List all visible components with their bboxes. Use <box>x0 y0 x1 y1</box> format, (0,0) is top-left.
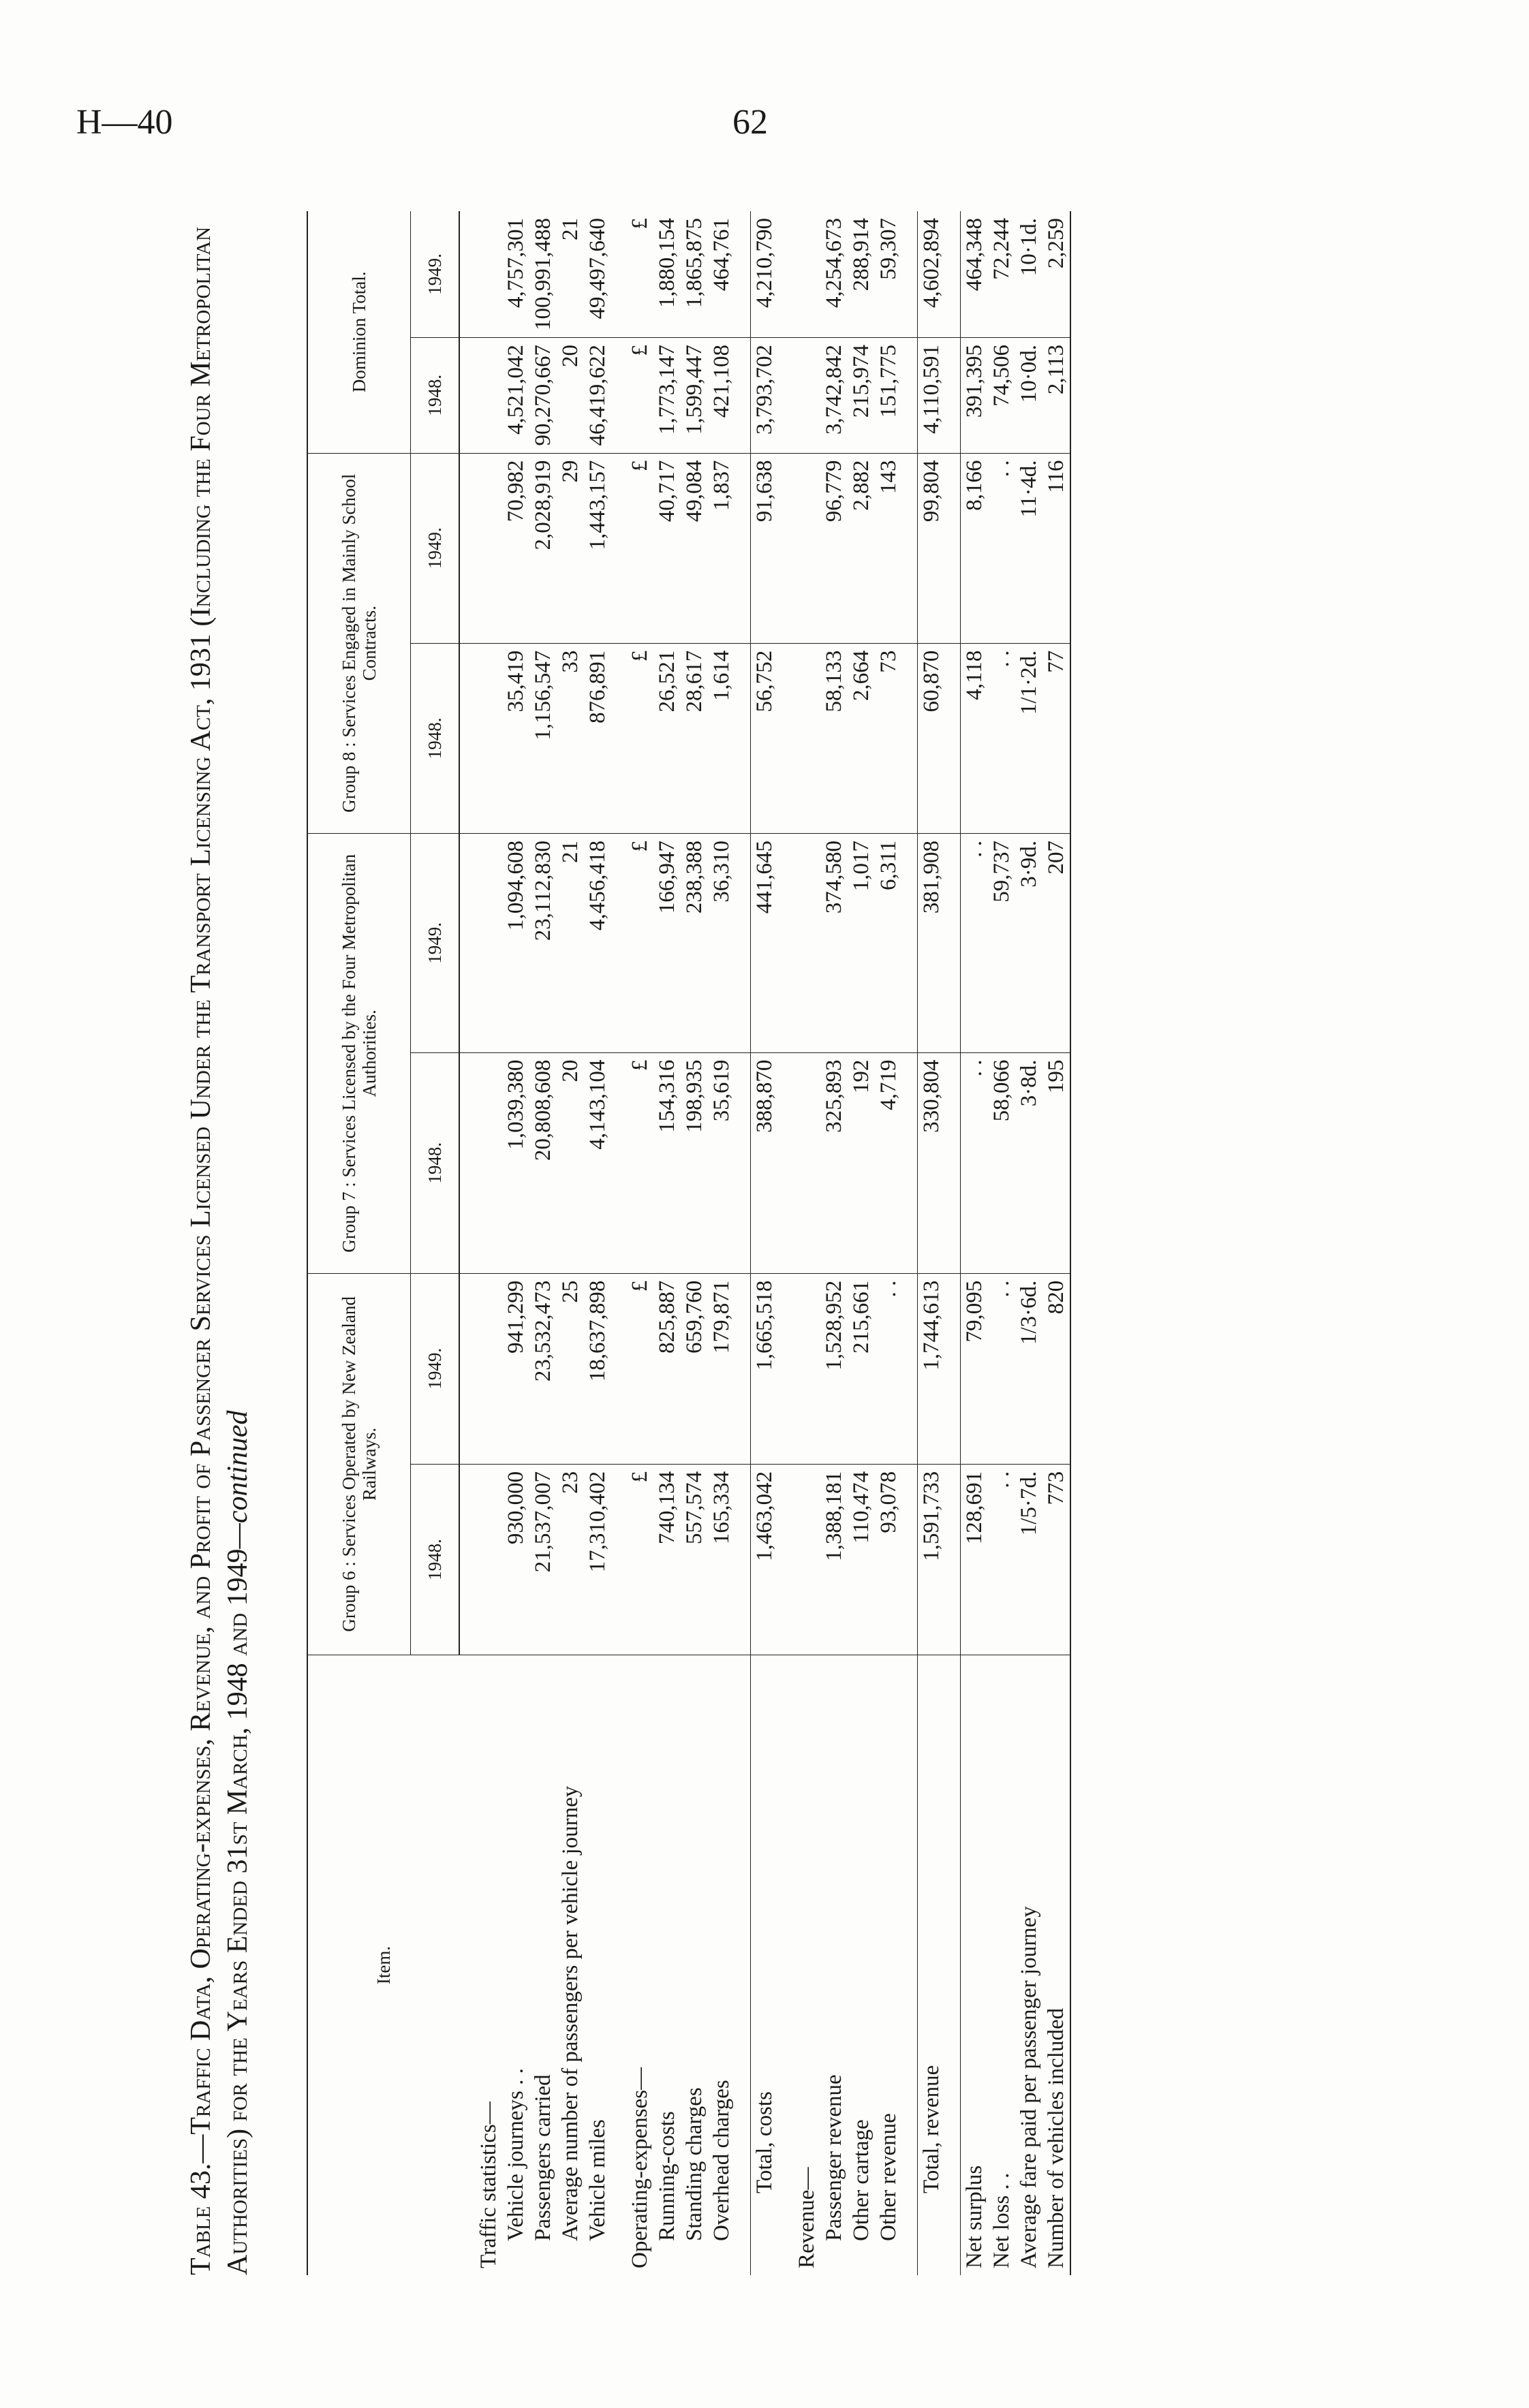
value-cell: 207 <box>1042 833 1070 1052</box>
pound-sign: £ <box>626 1273 653 1464</box>
value-cell: 60,870 <box>918 643 946 833</box>
value-cell: . . <box>988 1273 1015 1464</box>
value-cell: 23 <box>557 1464 584 1655</box>
empty-cell <box>793 211 820 338</box>
row-label-text: Total, costs <box>752 2091 777 2193</box>
spacer <box>459 1655 475 2276</box>
row-label-text: Running-costs <box>655 2111 679 2241</box>
row-label-text: Number of vehicles included <box>1044 2007 1068 2268</box>
value-cell: 33 <box>557 643 584 833</box>
empty-cell <box>735 1052 751 1273</box>
row-label-text: Net loss . . <box>989 2172 1014 2268</box>
value-cell: 1,837 <box>708 453 735 643</box>
value-cell: 1,773,147 <box>653 338 681 454</box>
value-cell: 3,793,702 <box>751 338 779 454</box>
year-1948: 1948. <box>411 1052 460 1273</box>
value-cell: 4,110,591 <box>918 338 946 454</box>
value-cell: 381,908 <box>918 833 946 1052</box>
empty-cell <box>735 338 751 454</box>
empty-cell <box>475 1464 502 1655</box>
passenger-revenue-label <box>820 1655 848 2276</box>
empty-cell <box>945 211 961 338</box>
value-cell: . . <box>961 833 989 1052</box>
empty-cell <box>793 833 820 1052</box>
pound-sign: £ <box>626 338 653 454</box>
group-7-header: Group 7 : Services Licensed by the Four Metropolitan Authorities. <box>307 833 411 1273</box>
empty-cell <box>459 833 475 1052</box>
value-cell: 557,574 <box>681 1464 708 1655</box>
value-cell: 195 <box>1042 1052 1070 1273</box>
year-1949: 1949. <box>411 833 460 1052</box>
other-cartage-row <box>848 211 875 2275</box>
total-revenue-label <box>918 1655 946 2276</box>
empty-cell <box>611 1273 626 1464</box>
value-cell: 941,299 <box>502 1273 529 1464</box>
value-cell: 1,528,952 <box>820 1273 848 1464</box>
value-cell: 29 <box>557 453 584 643</box>
empty-cell <box>475 338 502 454</box>
row-label-text: Other revenue <box>876 2113 901 2241</box>
row-label-text: Standing charges <box>682 2087 707 2241</box>
value-cell: 59,307 <box>875 211 902 338</box>
net-surplus-row <box>961 211 989 2275</box>
row-label-text: Vehicle miles <box>585 2119 610 2241</box>
empty-cell <box>778 643 793 833</box>
group-header-row <box>307 211 411 2275</box>
other-cartage-label <box>848 1655 875 2276</box>
spacer-row <box>459 211 475 2275</box>
row-label-text: Average number of passengers per vehicle journey <box>558 1785 583 2241</box>
standing-charges-row <box>681 211 708 2275</box>
value-cell: 4,143,104 <box>584 1052 611 1273</box>
value-cell: 464,348 <box>961 211 989 338</box>
value-cell: 4,456,418 <box>584 833 611 1052</box>
empty-cell <box>902 338 918 454</box>
empty-cell <box>611 211 626 338</box>
value-cell: 28,617 <box>681 643 708 833</box>
value-cell: . . <box>988 643 1015 833</box>
traffic-data-table <box>307 211 1071 2275</box>
empty-cell <box>945 453 961 643</box>
row-label-text: Overhead charges <box>709 2080 734 2241</box>
pound-sign: £ <box>626 453 653 643</box>
value-cell: 4,118 <box>961 643 989 833</box>
empty-cell <box>459 643 475 833</box>
value-cell: 1,744,613 <box>918 1273 946 1464</box>
empty-cell <box>475 453 502 643</box>
year-1948: 1948. <box>411 338 460 454</box>
empty-cell <box>902 643 918 833</box>
empty-cell <box>793 338 820 454</box>
empty-cell <box>611 1052 626 1273</box>
avg-fare-label <box>1015 1655 1042 2276</box>
passengers-carried-row <box>529 211 557 2275</box>
empty-cell <box>945 643 961 833</box>
value-cell: 72,244 <box>988 211 1015 338</box>
avg-fare-row <box>1015 211 1042 2275</box>
row-label-text: Average fare paid per passenger journey <box>1017 1906 1041 2268</box>
table-title <box>183 204 256 2275</box>
empty-cell <box>778 338 793 454</box>
empty-cell <box>735 1273 751 1464</box>
empty-cell <box>778 211 793 338</box>
group-8-header: Group 8 : Services Engaged in Mainly School Contracts. <box>307 453 411 833</box>
net-surplus-label <box>961 1655 989 2276</box>
value-cell: 90,270,667 <box>529 338 557 454</box>
value-cell: 4,602,894 <box>918 211 946 338</box>
empty-cell <box>793 1273 820 1464</box>
empty-cell <box>902 1464 918 1655</box>
empty-cell <box>735 833 751 1052</box>
row-label-text: Total, revenue <box>919 2065 944 2193</box>
value-cell: 820 <box>1042 1273 1070 1464</box>
spacer-row <box>902 211 918 2275</box>
value-cell: 930,000 <box>502 1464 529 1655</box>
value-cell: 10·1d. <box>1015 211 1042 338</box>
value-cell: 740,134 <box>653 1464 681 1655</box>
empty-cell <box>475 1273 502 1464</box>
value-cell: 2,028,919 <box>529 453 557 643</box>
empty-cell <box>459 1273 475 1464</box>
value-cell: 2,882 <box>848 453 875 643</box>
value-cell: 10·0d. <box>1015 338 1042 454</box>
year-1948: 1948. <box>411 643 460 833</box>
empty-cell <box>611 1464 626 1655</box>
currency-row <box>626 211 653 2275</box>
spacer-row <box>611 211 626 2275</box>
value-cell: 3·9d. <box>1015 833 1042 1052</box>
spacer <box>735 1655 751 2276</box>
value-cell: 659,760 <box>681 1273 708 1464</box>
empty-cell <box>902 453 918 643</box>
empty-cell <box>793 453 820 643</box>
value-cell: 1,591,733 <box>918 1464 946 1655</box>
year-1949: 1949. <box>411 211 460 338</box>
value-cell: 93,078 <box>875 1464 902 1655</box>
value-cell: 20 <box>557 1052 584 1273</box>
value-cell: 46,419,622 <box>584 338 611 454</box>
pound-sign: £ <box>626 643 653 833</box>
title-continued: —continued <box>222 1410 253 1549</box>
value-cell: 1,388,181 <box>820 1464 848 1655</box>
value-cell: 1/3·6d. <box>1015 1273 1042 1464</box>
empty-cell <box>475 833 502 1052</box>
value-cell: 59,737 <box>988 833 1015 1052</box>
value-cell: 40,717 <box>653 453 681 643</box>
value-cell: 23,532,473 <box>529 1273 557 1464</box>
value-cell: 77 <box>1042 643 1070 833</box>
value-cell: 1,880,154 <box>653 211 681 338</box>
value-cell: 91,638 <box>751 453 779 643</box>
value-cell: 1,665,518 <box>751 1273 779 1464</box>
empty-cell <box>735 1464 751 1655</box>
empty-cell <box>735 453 751 643</box>
empty-cell <box>945 338 961 454</box>
value-cell: 151,775 <box>875 338 902 454</box>
total-costs-row <box>751 211 779 2275</box>
traffic-section-label-row <box>475 211 502 2275</box>
value-cell: 73 <box>875 643 902 833</box>
value-cell: 70,982 <box>502 453 529 643</box>
value-cell: 773 <box>1042 1464 1070 1655</box>
row-label-text: Other cartage <box>849 2119 874 2241</box>
vehicle-miles-label <box>584 1655 611 2276</box>
overhead-charges-row <box>708 211 735 2275</box>
value-cell: 192 <box>848 1052 875 1273</box>
empty-cell <box>459 1052 475 1273</box>
value-cell: 4,757,301 <box>502 211 529 338</box>
year-1949: 1949. <box>411 1273 460 1464</box>
value-cell: 25 <box>557 1273 584 1464</box>
row-label-text: Passengers carried <box>531 2074 555 2241</box>
title-text: Traffic Data, Operating-expenses, Revenue, and Profit of Passenger Services Licensed Under the Transport Licensing Act, 1931 (Including the Four Metropolitan Authorities) for the Years Ended 31st March, 1948 and 1949 <box>185 226 253 2275</box>
value-cell: 4,210,790 <box>751 211 779 338</box>
value-cell: 74,506 <box>988 338 1015 454</box>
running-costs-row <box>653 211 681 2275</box>
value-cell: 49,084 <box>681 453 708 643</box>
value-cell: 3·8d. <box>1015 1052 1042 1273</box>
passengers-carried-label <box>529 1655 557 2276</box>
row-label-text: Net surplus <box>962 2165 987 2268</box>
empty-cell <box>778 833 793 1052</box>
value-cell: 20 <box>557 338 584 454</box>
value-cell: 4,254,673 <box>820 211 848 338</box>
empty-cell <box>778 453 793 643</box>
value-cell: . . <box>875 1273 902 1464</box>
value-cell: 110,474 <box>848 1464 875 1655</box>
net-loss-row <box>988 211 1015 2275</box>
value-cell: 288,914 <box>848 211 875 338</box>
empty-cell <box>902 833 918 1052</box>
empty-cell <box>902 211 918 338</box>
value-cell: 6,311 <box>875 833 902 1052</box>
title-lead: Table 43.— <box>185 2134 217 2275</box>
spacer-row <box>778 211 793 2275</box>
vehicles-included-label <box>1042 1655 1070 2276</box>
avg-passengers-row <box>557 211 584 2275</box>
spacer <box>611 1655 626 2276</box>
passenger-revenue-row <box>820 211 848 2275</box>
empty-cell <box>475 211 502 338</box>
page-number: 62 <box>732 103 768 142</box>
vehicle-journeys-row <box>502 211 529 2275</box>
value-cell: 1,094,608 <box>502 833 529 1052</box>
value-cell: 166,947 <box>653 833 681 1052</box>
revenue-section-label-row <box>793 211 820 2275</box>
value-cell: . . <box>988 453 1015 643</box>
empty-cell <box>475 1052 502 1273</box>
value-cell: 215,974 <box>848 338 875 454</box>
value-cell: 18,637,898 <box>584 1273 611 1464</box>
empty-cell <box>945 1052 961 1273</box>
value-cell: 154,316 <box>653 1052 681 1273</box>
empty-cell <box>459 453 475 643</box>
empty-cell <box>778 1052 793 1273</box>
value-cell: 128,691 <box>961 1464 989 1655</box>
empty-cell <box>475 643 502 833</box>
value-cell: 21 <box>557 833 584 1052</box>
pound-sign: £ <box>626 1052 653 1273</box>
value-cell: 374,580 <box>820 833 848 1052</box>
value-cell: 825,887 <box>653 1273 681 1464</box>
value-cell: 198,935 <box>681 1052 708 1273</box>
value-cell: 99,804 <box>918 453 946 643</box>
empty-cell <box>793 1052 820 1273</box>
value-cell: 116 <box>1042 453 1070 643</box>
pound-sign: £ <box>626 833 653 1052</box>
spacer <box>945 1655 961 2276</box>
value-cell: 17,310,402 <box>584 1464 611 1655</box>
value-cell: 388,870 <box>751 1052 779 1273</box>
vehicle-miles-row <box>584 211 611 2275</box>
value-cell: 441,645 <box>751 833 779 1052</box>
value-cell: 1/5·7d. <box>1015 1464 1042 1655</box>
value-cell: 79,095 <box>961 1273 989 1464</box>
value-cell: 1,017 <box>848 833 875 1052</box>
value-cell: 58,066 <box>988 1052 1015 1273</box>
empty-cell <box>611 453 626 643</box>
value-cell: 26,521 <box>653 643 681 833</box>
value-cell: 35,619 <box>708 1052 735 1273</box>
avg-passengers-label <box>557 1655 584 2276</box>
value-cell: 2,664 <box>848 643 875 833</box>
value-cell: 325,893 <box>820 1052 848 1273</box>
row-label-text: Passenger revenue <box>822 2074 846 2241</box>
net-loss-label <box>988 1655 1015 2276</box>
revenue-section-label: Revenue— <box>793 1655 820 2276</box>
value-cell: 96,779 <box>820 453 848 643</box>
value-cell: 876,891 <box>584 643 611 833</box>
pound-sign: £ <box>626 211 653 338</box>
value-cell: . . <box>961 1052 989 1273</box>
value-cell: 1/1·2d. <box>1015 643 1042 833</box>
empty-cell <box>945 1273 961 1464</box>
empty-cell <box>945 833 961 1052</box>
value-cell: 4,719 <box>875 1052 902 1273</box>
empty-cell <box>902 1273 918 1464</box>
value-cell: 3,742,842 <box>820 338 848 454</box>
group-6-header: Group 6 : Services Operated by New Zealand Railways. <box>307 1273 411 1655</box>
overhead-charges-label <box>708 1655 735 2276</box>
value-cell: 21,537,007 <box>529 1464 557 1655</box>
year-1948: 1948. <box>411 1464 460 1655</box>
other-revenue-row <box>875 211 902 2275</box>
value-cell: 1,614 <box>708 643 735 833</box>
row-label-text: Vehicle journeys . . <box>504 2068 528 2241</box>
value-cell: 215,661 <box>848 1273 875 1464</box>
value-cell: 143 <box>875 453 902 643</box>
value-cell: 49,497,640 <box>584 211 611 338</box>
value-cell: . . <box>988 1464 1015 1655</box>
spacer-row <box>945 211 961 2275</box>
empty-cell <box>459 211 475 338</box>
rotated-table-block <box>170 157 1342 2330</box>
value-cell: 421,108 <box>708 338 735 454</box>
value-cell: 35,419 <box>502 643 529 833</box>
spacer <box>902 1655 918 2276</box>
value-cell: 8,166 <box>961 453 989 643</box>
empty-cell <box>735 643 751 833</box>
pound-sign: £ <box>626 1464 653 1655</box>
value-cell: 391,395 <box>961 338 989 454</box>
value-cell: 1,156,547 <box>529 643 557 833</box>
value-cell: 165,334 <box>708 1464 735 1655</box>
value-cell: 238,388 <box>681 833 708 1052</box>
value-cell: 56,752 <box>751 643 779 833</box>
empty-cell <box>735 211 751 338</box>
value-cell: 330,804 <box>918 1052 946 1273</box>
dominion-total-header: Dominion Total. <box>307 211 411 453</box>
operating-section-label: Operating-expenses— <box>626 1655 653 2276</box>
value-cell: 1,599,447 <box>681 338 708 454</box>
value-cell: 11·4d. <box>1015 453 1042 643</box>
empty-cell <box>778 1273 793 1464</box>
value-cell: 21 <box>557 211 584 338</box>
empty-cell <box>459 338 475 454</box>
vehicle-journeys-label <box>502 1655 529 2276</box>
spacer-row <box>735 211 751 2275</box>
traffic-section-label: Traffic statistics— <box>475 1655 502 2276</box>
value-cell: 2,113 <box>1042 338 1070 454</box>
page-code: H—40 <box>76 103 173 142</box>
value-cell: 4,521,042 <box>502 338 529 454</box>
item-header: Item. <box>307 1655 459 2276</box>
value-cell: 2,259 <box>1042 211 1070 338</box>
empty-cell <box>945 1464 961 1655</box>
other-revenue-label <box>875 1655 902 2276</box>
empty-cell <box>611 338 626 454</box>
value-cell: 1,865,875 <box>681 211 708 338</box>
empty-cell <box>902 1052 918 1273</box>
empty-cell <box>793 643 820 833</box>
value-cell: 36,310 <box>708 833 735 1052</box>
value-cell: 1,463,042 <box>751 1464 779 1655</box>
value-cell: 20,808,608 <box>529 1052 557 1273</box>
total-revenue-row <box>918 211 946 2275</box>
value-cell: 464,761 <box>708 211 735 338</box>
value-cell: 58,133 <box>820 643 848 833</box>
running-costs-label <box>653 1655 681 2276</box>
value-cell: 1,443,157 <box>584 453 611 643</box>
value-cell: 1,039,380 <box>502 1052 529 1273</box>
standing-charges-label <box>681 1655 708 2276</box>
value-cell: 23,112,830 <box>529 833 557 1052</box>
empty-cell <box>778 1464 793 1655</box>
spacer <box>778 1655 793 2276</box>
value-cell: 179,871 <box>708 1273 735 1464</box>
value-cell: 100,991,488 <box>529 211 557 338</box>
empty-cell <box>611 833 626 1052</box>
year-1949: 1949. <box>411 453 460 643</box>
total-costs-label <box>751 1655 779 2276</box>
empty-cell <box>611 643 626 833</box>
empty-cell <box>459 1464 475 1655</box>
vehicles-included-row <box>1042 211 1070 2275</box>
table-body <box>459 211 1070 2275</box>
empty-cell <box>793 1464 820 1655</box>
